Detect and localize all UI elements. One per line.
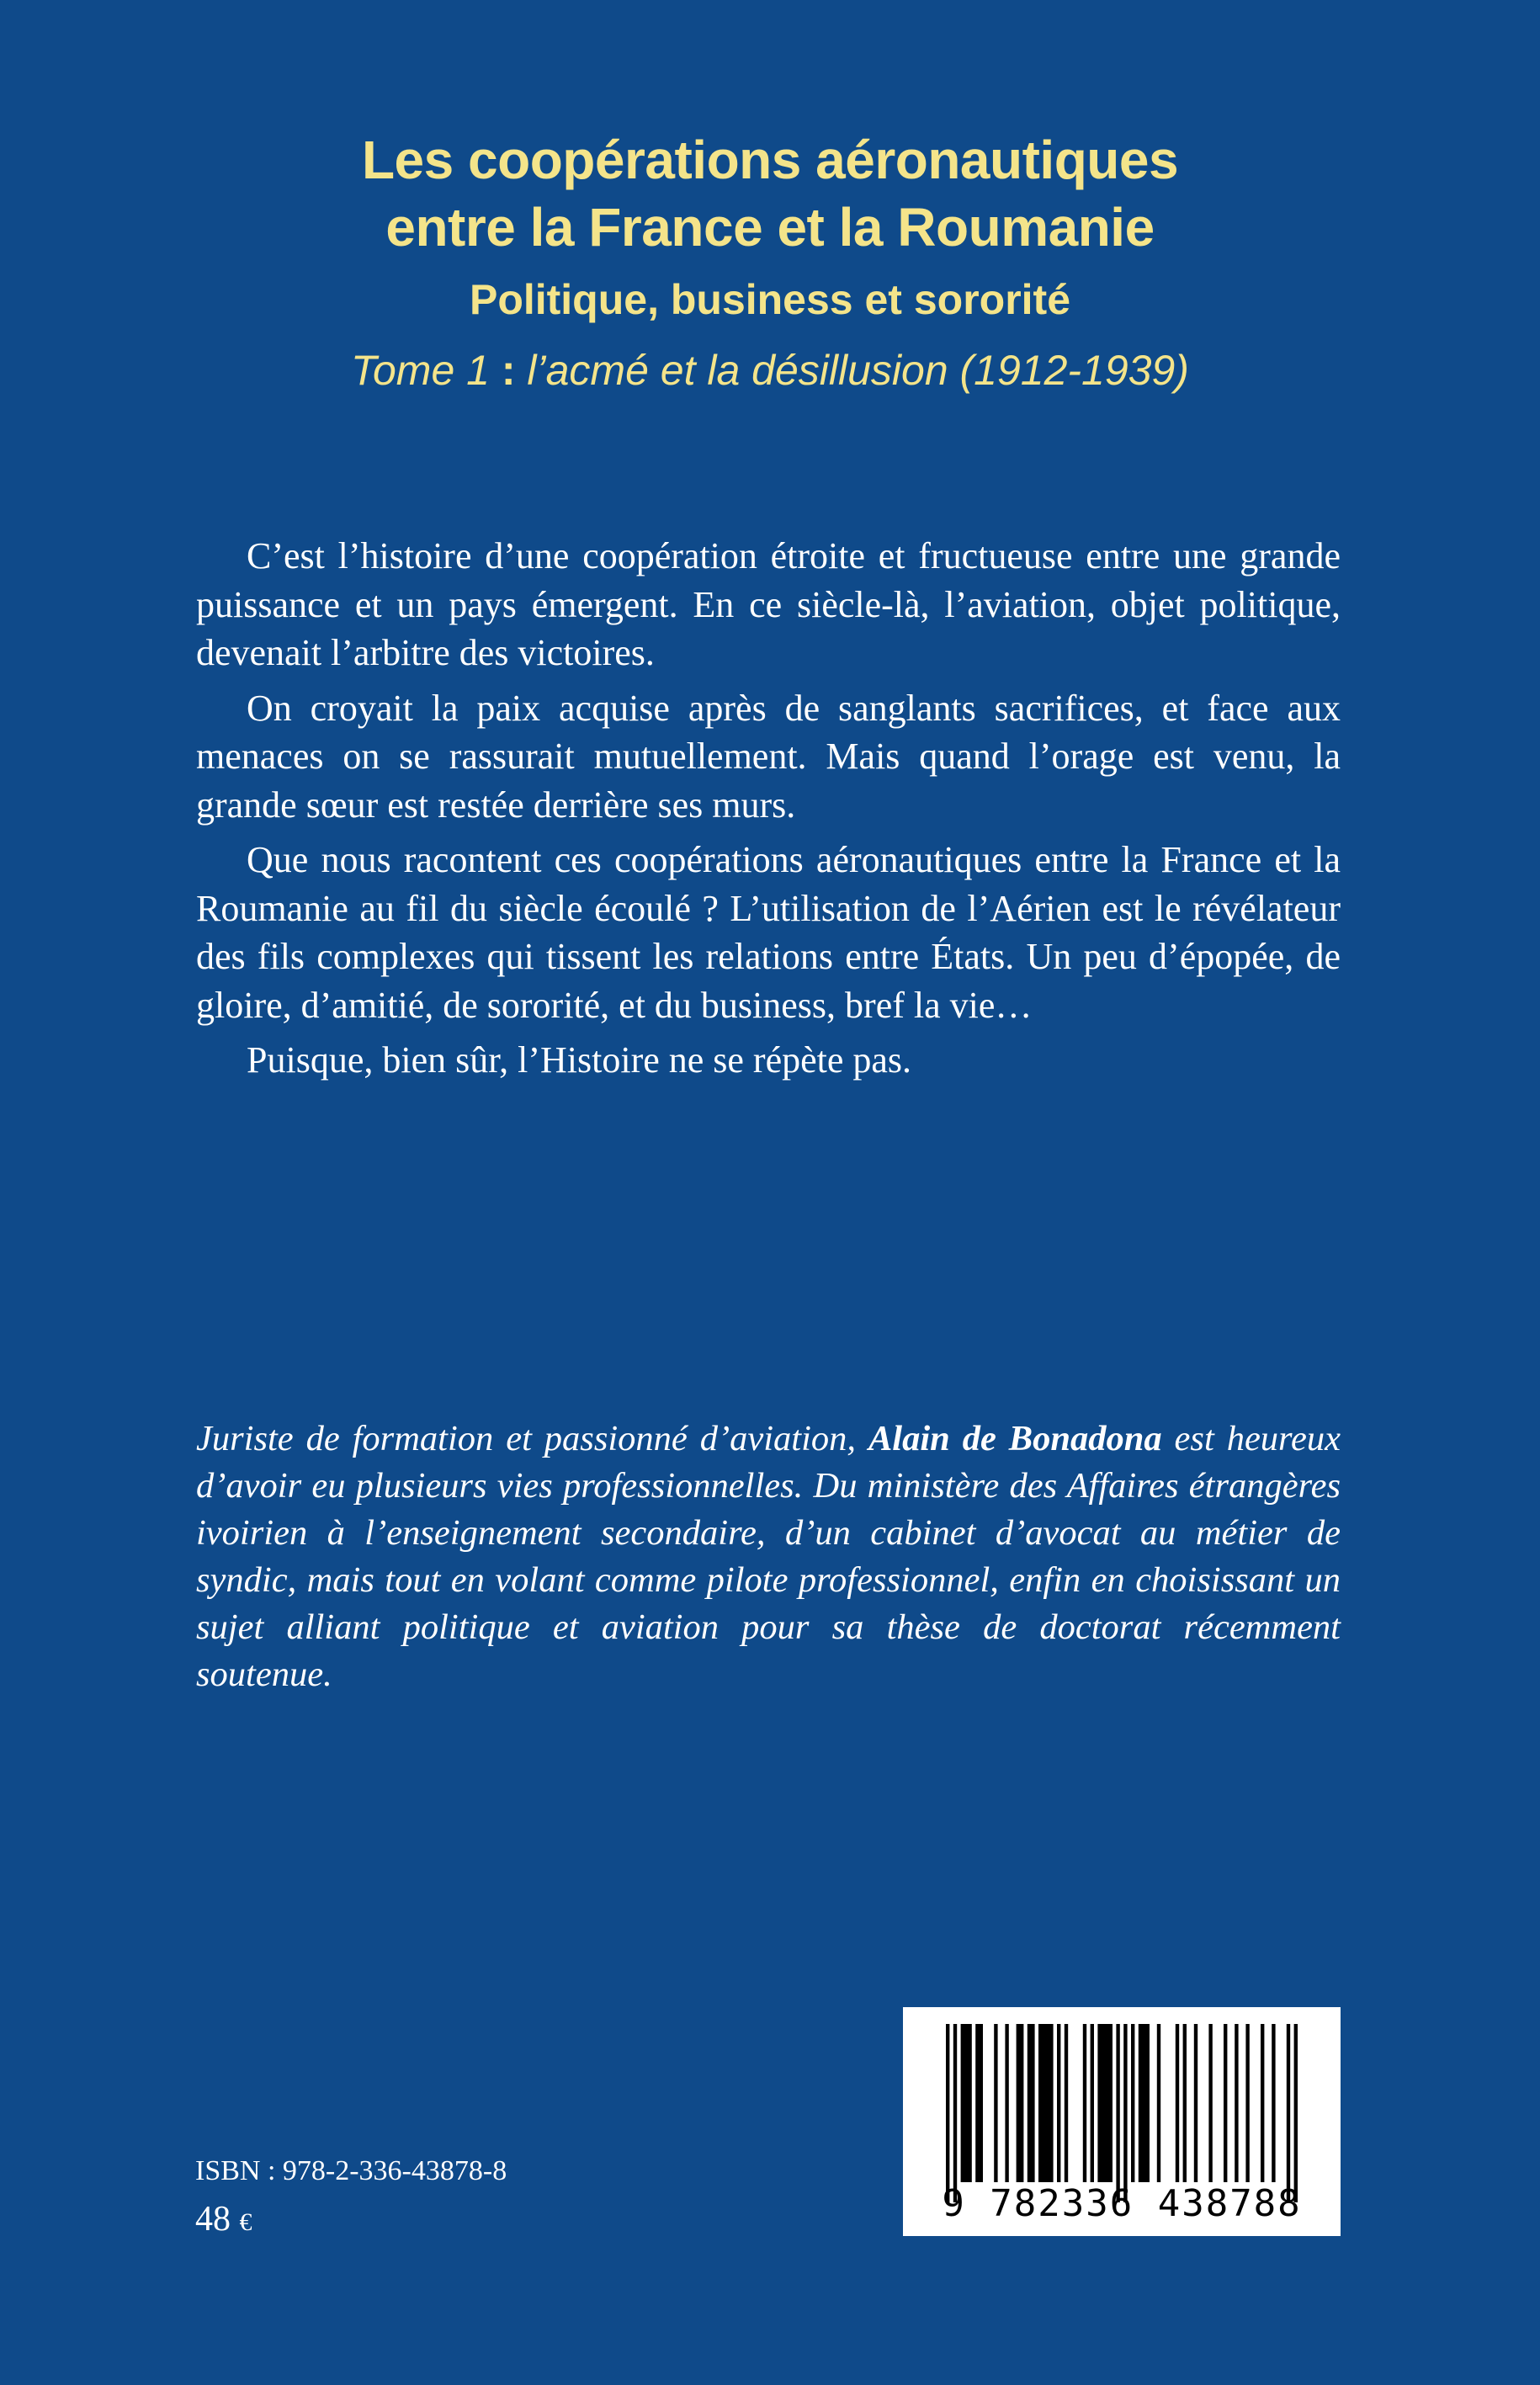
bio-rest: est heureux d’avoir eu plusieurs vies professionnelles. Du ministère des Affaires étrangères ivoirien à l’enseignement secondaire, d’un cabinet d’avocat au métier de syndic, mais tout en volant comme pilote professionnel, enfin en choisissant un sujet alliant politique et aviation pour sa thèse de doctorat récemment soutenue. [196, 1419, 1341, 1694]
barcode-bar [946, 2024, 949, 2202]
barcode-bar [1097, 2024, 1113, 2182]
tome-label: Tome 1 [351, 347, 490, 394]
barcode-bar [1057, 2024, 1060, 2182]
barcode-bar [994, 2024, 997, 2182]
blurb-paragraph: Que nous racontent ces coopérations aéronautiques entre la France et la Roumanie au fil du siècle écoulé ? L’utilisation de l’Aérien est le révélateur des fils complexes qui tissent les relations entre États. Un peu d’épopée, de gloire, d’amitié, de sororité, et du business, bref la vie… [196, 839, 1341, 1026]
barcode-bar [953, 2024, 957, 2202]
bio-intro: Juriste de formation et passionné d’aviation, [196, 1419, 868, 1458]
barcode-bar [1176, 2024, 1179, 2182]
barcode-bar [1116, 2024, 1119, 2202]
isbn-text: ISBN : 978-2-336-43878-8 [195, 2155, 507, 2186]
book-title-line-1: Les coopérations aéronautiques [361, 130, 1179, 190]
tome-title: l’acmé et la désillusion (1912-1939) [527, 347, 1189, 394]
barcode-bar [961, 2024, 972, 2182]
book-subtitle: Politique, business et sororité [469, 276, 1071, 323]
barcode-bar [1017, 2024, 1024, 2182]
barcode-bar [1065, 2024, 1068, 2182]
barcode-bar [1005, 2024, 1008, 2182]
barcode-bar [1183, 2024, 1187, 2182]
barcode-bar [1224, 2024, 1227, 2182]
author-name: Alain de Bonadona [868, 1419, 1162, 1458]
title-block [0, 126, 1540, 396]
price-currency: € [239, 2208, 252, 2236]
blurb-paragraph: C’est l’histoire d’une coopération étroite et fructueuse entre une grande puissance et un pays émergent. En ce siècle-là, l’aviation, objet politique, devenait l’arbitre des victoires. [196, 535, 1341, 673]
barcode [903, 2007, 1341, 2236]
barcode-digits: 9 782336 438788 [942, 2182, 1302, 2225]
barcode-bar [1287, 2024, 1290, 2202]
barcode-bar [1123, 2024, 1127, 2202]
tome-separator: : [489, 347, 528, 394]
blurb-paragraph: Puisque, bien sûr, l’Histoire ne se répète pas. [247, 1039, 912, 1081]
blurb-paragraph: On croyait la paix acquise après de sanglants sacrifices, et face aux menaces on se rassurait mutuellement. Mais quand l’orage est venu, la grande sœur est restée derrière ses murs. [196, 687, 1341, 826]
barcode-bar [1139, 2024, 1150, 2182]
tome-line [0, 345, 1540, 396]
barcode-bar [1245, 2024, 1249, 2182]
barcode-bar [1235, 2024, 1238, 2182]
barcode-bar [1091, 2024, 1094, 2182]
barcode-bar [1194, 2024, 1197, 2182]
barcode-bar [1028, 2024, 1035, 2182]
barcode-bar [1038, 2024, 1054, 2182]
barcode-bar [1157, 2024, 1160, 2182]
barcode-bar [1261, 2024, 1264, 2182]
barcode-bar [1272, 2024, 1275, 2182]
barcode-bar [1294, 2024, 1298, 2202]
author-bio [196, 1416, 1341, 1698]
barcode-bar [1131, 2024, 1134, 2182]
back-cover-blurb [196, 532, 1341, 1085]
book-title-line-2: entre la France et la Roumanie [385, 197, 1155, 258]
barcode-bar [975, 2024, 983, 2182]
price-amount: 48 [195, 2200, 240, 2239]
barcode-bar [1083, 2024, 1086, 2182]
barcode-bar [1208, 2024, 1212, 2182]
price [195, 2198, 252, 2244]
